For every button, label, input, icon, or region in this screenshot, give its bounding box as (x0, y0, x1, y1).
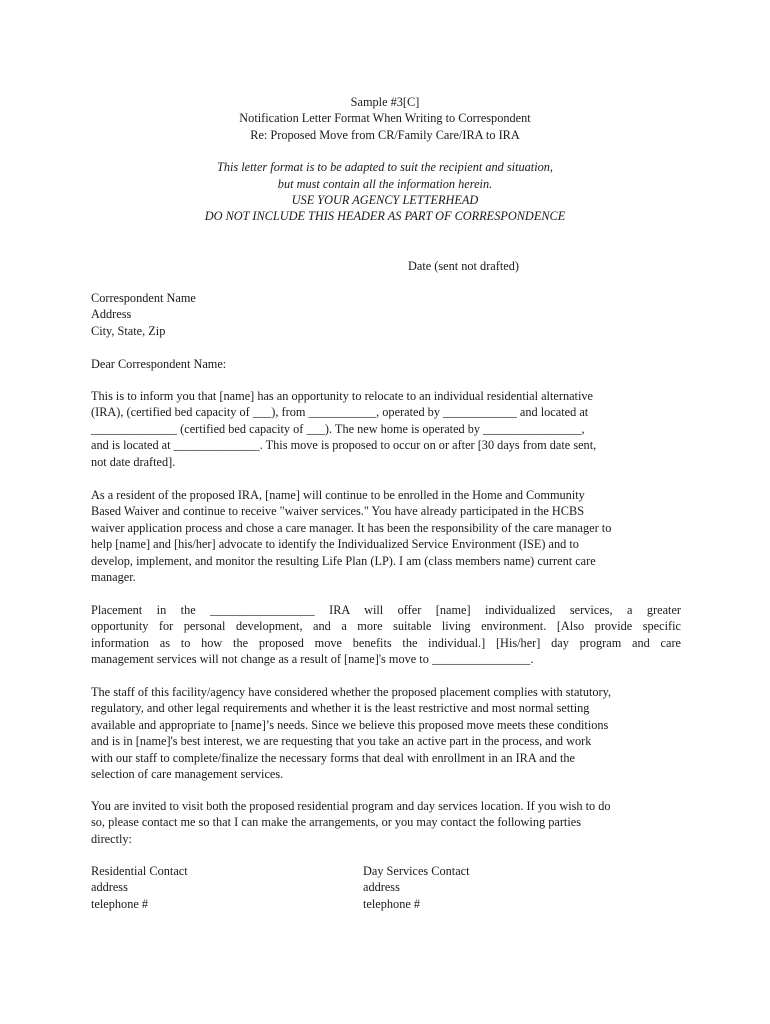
residential-contact (91, 863, 188, 912)
paragraph-relocation (91, 388, 681, 470)
letter-header (0, 94, 770, 225)
paragraph-line: waiver application process and chose a care manager. It has been the responsibility of the care manager to (91, 520, 612, 535)
paragraph-staff-consideration (91, 684, 681, 782)
paragraph-line: and is in [name]'s best interest, we are requesting that you take an active part in the process, and work (91, 734, 592, 749)
paragraph-invitation (91, 798, 681, 847)
salutation: Dear Correspondent Name: (91, 357, 227, 371)
sample-number: Sample #3[C] (350, 95, 420, 109)
paragraph-line: regulatory, and other legal requirements and whether it is the least restrictive and most normal setting (91, 701, 590, 716)
paragraph-line: available and appropriate to [name]’s needs. Since we believe this proposed move meets these conditions (91, 717, 609, 732)
re-line: Re: Proposed Move from CR/Family Care/IRA to IRA (250, 127, 520, 142)
recipient-address (91, 290, 196, 339)
paragraph-line: information as to how the proposed move benefits the individual.] [His/her] day program and care (91, 635, 681, 650)
instruction-line: USE YOUR AGENCY LETTERHEAD (291, 193, 479, 208)
paragraph-line: so, please contact me so that I can make the arrangements, or you may contact the following parties (91, 815, 581, 830)
paragraph-line: with our staff to complete/finalize the necessary forms that deal with enrollment in an IRA and the (91, 750, 575, 765)
letter-date: Date (sent not drafted) (408, 259, 519, 273)
format-title: Notification Letter Format When Writing to Correspondent (239, 111, 531, 126)
paragraph-line: management services will not change as a result of [name]'s move to ________________. (91, 652, 534, 667)
contact-telephone: telephone # (363, 896, 421, 911)
paragraph-line: Placement in the _________________ IRA will offer [name] individualized services, a greater (91, 603, 681, 617)
paragraph-line: opportunity for personal development, and a more suitable living environment. [Also provide specific (91, 619, 681, 634)
instruction-line: DO NOT INCLUDE THIS HEADER AS PART OF CORRESPONDENCE (204, 209, 566, 224)
contact-label: Day Services Contact (363, 864, 470, 878)
contact-address: address (363, 880, 400, 895)
paragraph-line: The staff of this facility/agency have considered whether the proposed placement complies with statutory, (91, 685, 612, 699)
paragraph-line: ______________ (certified bed capacity of ___). The new home is operated by ________________, (91, 421, 585, 436)
contact-telephone: telephone # (91, 896, 149, 911)
paragraph-line: and is located at ______________. This move is proposed to occur on or after [30 days from date sent, (91, 438, 597, 453)
paragraph-line: This is to inform you that [name] has an opportunity to relocate to an individual residential alternative (91, 389, 593, 403)
address-line: City, State, Zip (91, 323, 166, 338)
paragraph-line: help [name] and [his/her] advocate to identify the Individualized Service Environment (ISE) and to (91, 537, 579, 552)
day-services-contact (363, 863, 470, 912)
instruction-line: This letter format is to be adapted to suit the recipient and situation, (217, 160, 553, 175)
contact-label: Residential Contact (91, 864, 188, 878)
paragraph-line: directly: (91, 831, 132, 846)
instruction-line: but must contain all the information herein. (277, 176, 493, 191)
contact-address: address (91, 880, 128, 895)
address-line: Address (91, 307, 132, 322)
paragraph-waiver (91, 487, 681, 585)
paragraph-line: You are invited to visit both the proposed residential program and day services location. If you wish to do (91, 799, 611, 813)
paragraph-line: (IRA), (certified bed capacity of ___), from ___________, operated by ____________ and located at (91, 405, 589, 420)
paragraph-line: As a resident of the proposed IRA, [name] will continue to be enrolled in the Home and Community (91, 488, 585, 502)
paragraph-placement (91, 602, 681, 668)
address-line: Correspondent Name (91, 291, 196, 305)
paragraph-line: manager. (91, 570, 136, 585)
paragraph-line: selection of care management services. (91, 767, 284, 782)
paragraph-line: Based Waiver and continue to receive "waiver services." You have already participated in the HCBS (91, 504, 585, 519)
paragraph-line: not date drafted]. (91, 454, 176, 469)
paragraph-line: develop, implement, and monitor the resulting Life Plan (LP). I am (class members name) current care (91, 553, 596, 568)
